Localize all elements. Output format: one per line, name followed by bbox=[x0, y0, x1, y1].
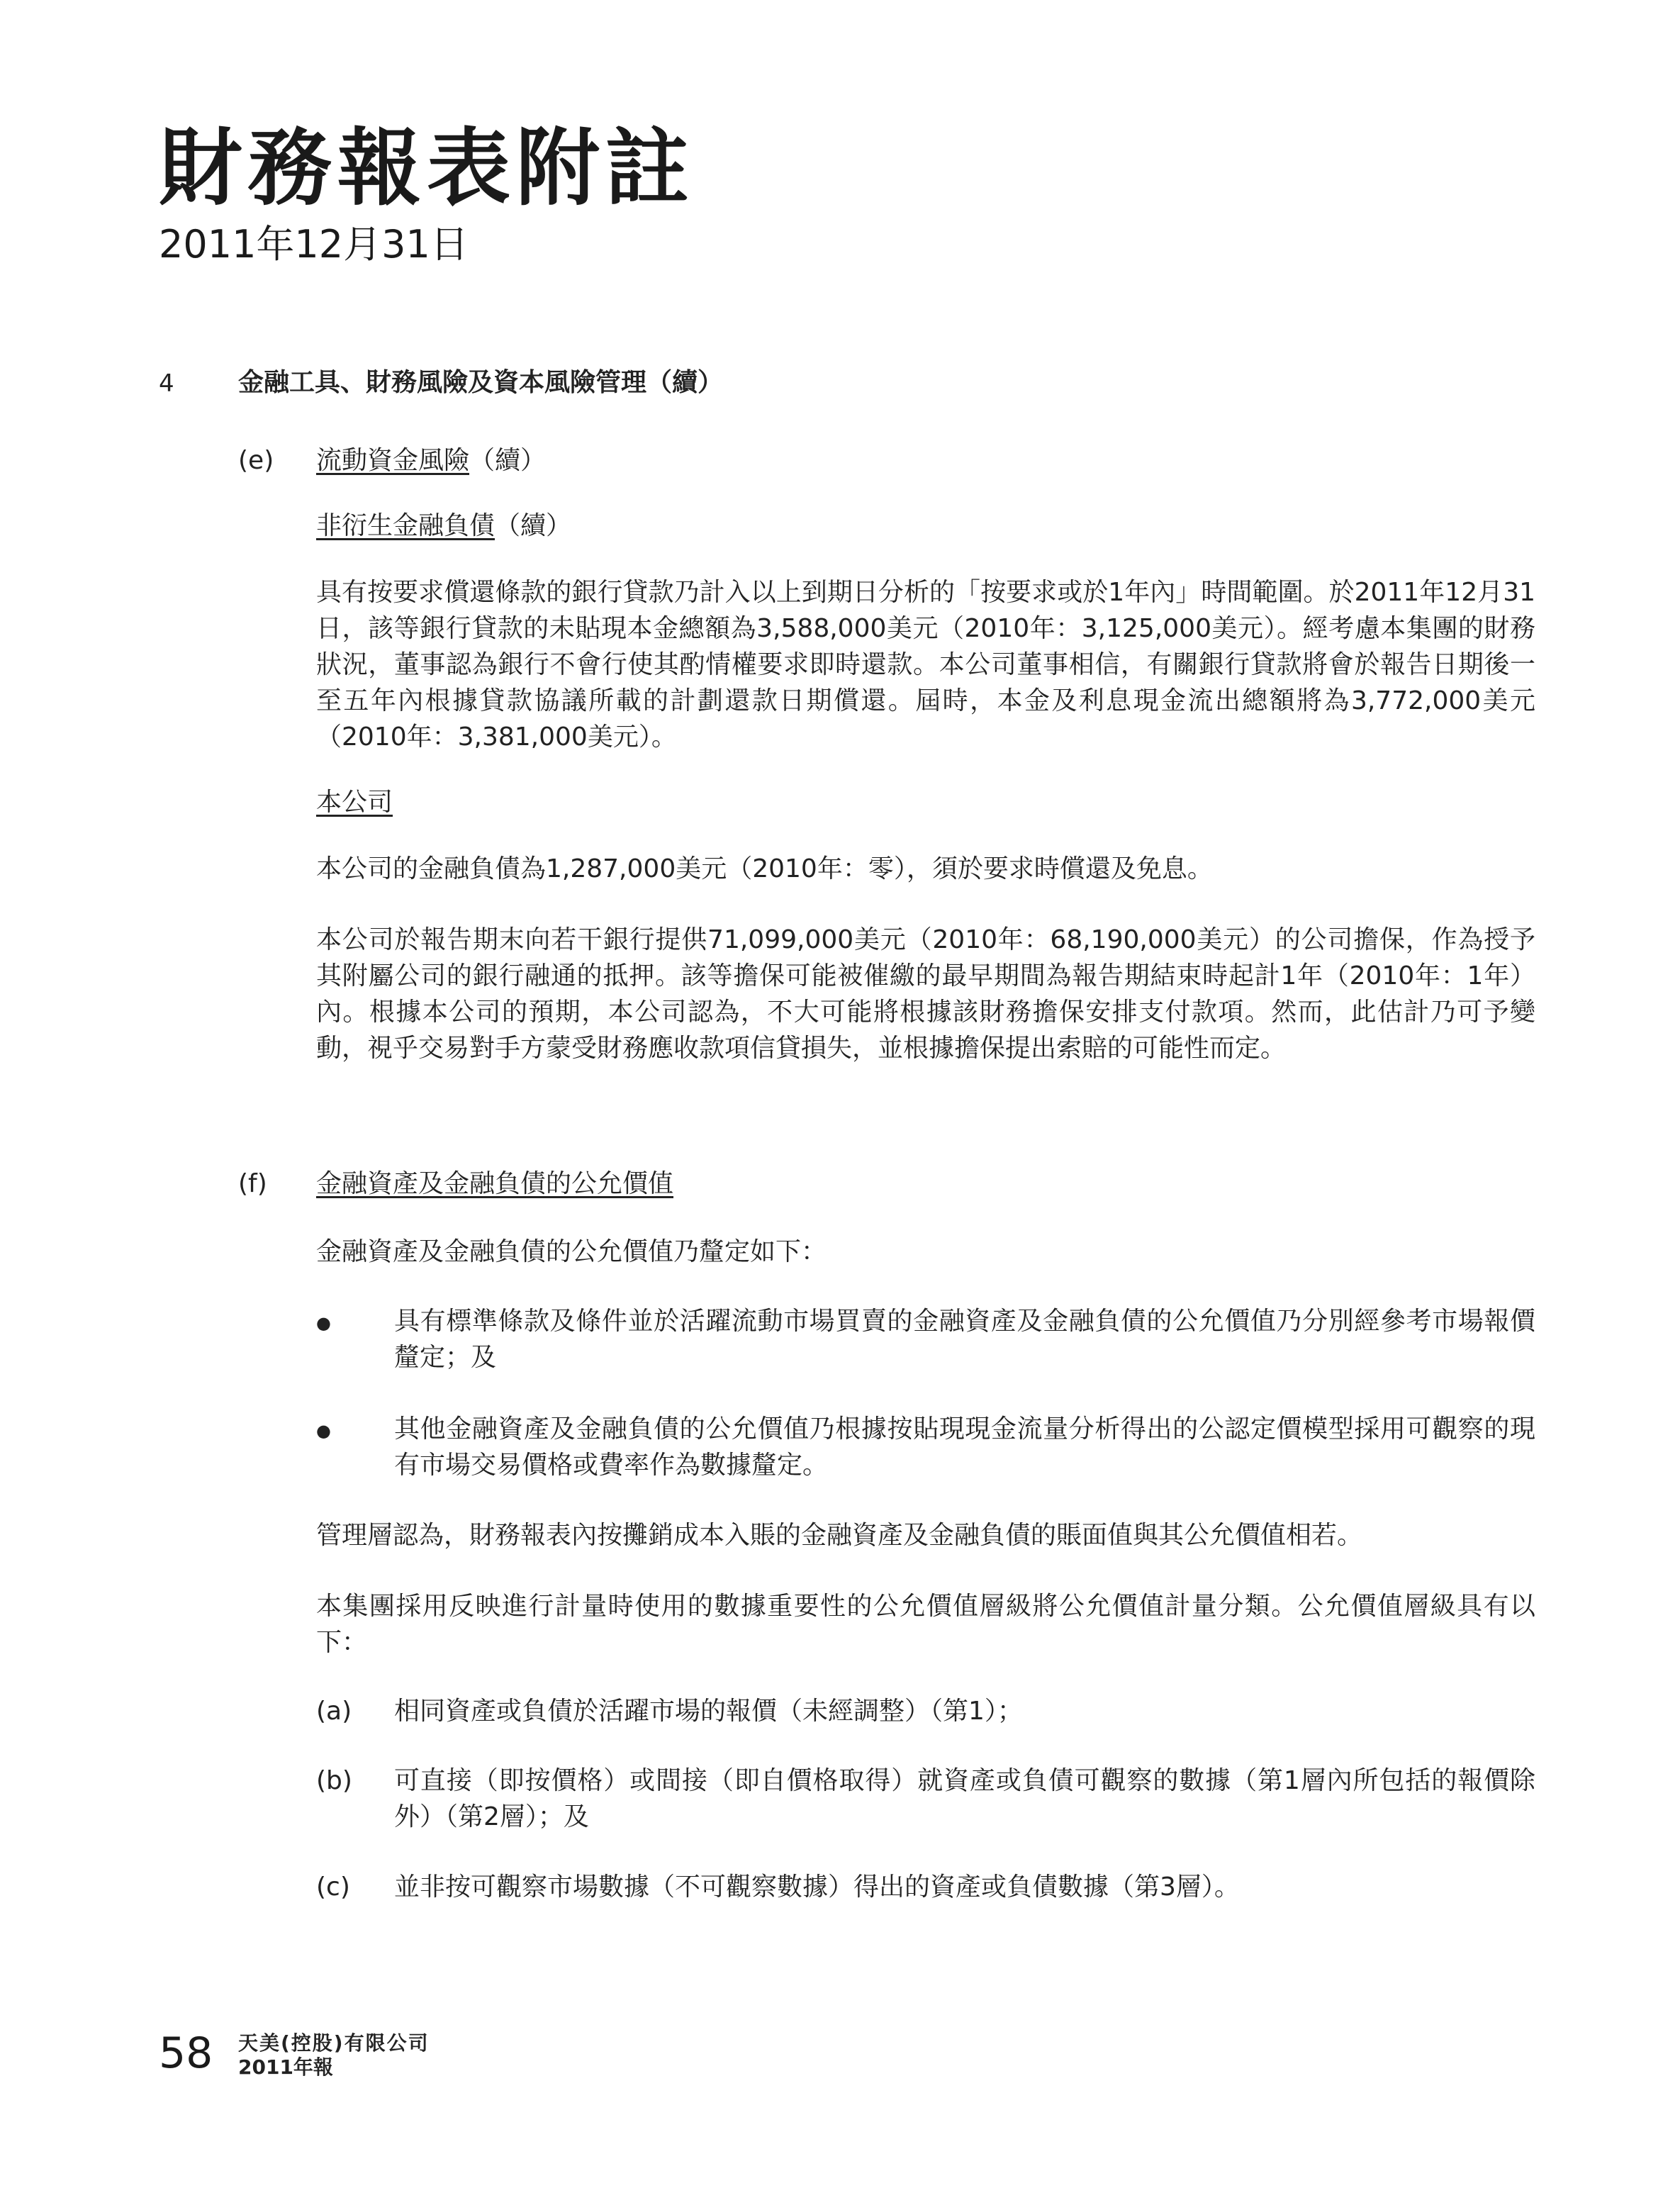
non-derivative-heading-suffix: （續） bbox=[495, 511, 572, 540]
liquidity-risk-suffix: （續） bbox=[469, 446, 547, 475]
bullet-dot-2: ● bbox=[316, 1421, 331, 1441]
annual-report-label: 2011年報 bbox=[238, 2055, 333, 2079]
company-name: 天美(控股)有限公司 bbox=[238, 2031, 430, 2055]
level-c-label: (c) bbox=[316, 1872, 350, 1902]
section-title: 金融工具、財務風險及資本風險管理（續） bbox=[238, 368, 724, 397]
company-guarantee-paragraph: 本公司於報告期末向若干銀行提供71,099,000美元（2010年：68,190,000美元）的公司擔保，作為授予其附屬公司的銀行融通的抵押。該等擔保可能被催繳的最早期間為報告期結束時起計1年（2010年：1年）內。根據本公司的預期，本公司認為，不大可能將根據該財務擔保安排支付款項。然而，此估計乃可予變動，視乎交易對手方蒙受財務應收款項信貸損失，並根據擔保提出索賠的可能性而定。 bbox=[316, 925, 1535, 1063]
company-heading bbox=[316, 790, 393, 815]
fair-value-intro: 金融資產及金融負債的公允價值乃釐定如下： bbox=[316, 1237, 827, 1266]
bullet-dot-1: ● bbox=[316, 1313, 331, 1333]
fair-value-heading-text: 金融資產及金融負債的公允價值 bbox=[316, 1169, 674, 1198]
page-date: 2011年12月31日 bbox=[159, 222, 469, 267]
bank-loans-paragraph: 具有按要求償還條款的銀行貸款乃計入以上到期日分析的「按要求或於1年內」時間範圍。於2011年12月31日，該等銀行貸款的未貼現本金總額為3,588,000美元（2010年：3,125,000美元）。經考慮本集團的財務狀況，董事認為銀行不會行使其酌情權要求即時還款。本公司董事相信，有關銀行貸款將會於報告日期後一至五年內根據貸款協議所載的計劃還款日期償還。屆時，本金及利息現金流出總額將為3,772,000美元（2010年：3,381,000美元）。 bbox=[316, 578, 1535, 752]
management-paragraph: 管理層認為，財務報表內按攤銷成本入賬的金融資產及金融負債的賬面值與其公允價值相若。 bbox=[316, 1521, 1363, 1550]
page-title: 財務報表附註 bbox=[159, 119, 695, 217]
level-b-label: (b) bbox=[316, 1766, 352, 1795]
non-derivative-heading-text: 非衍生金融負債 bbox=[316, 511, 495, 540]
level-b-text: 可直接（即按價格）或間接（即自價格取得）就資產或負債可觀察的數據（第1層內所包括的報價除外）（第2層）；及 bbox=[394, 1766, 1535, 1831]
subsection-e-label: (e) bbox=[238, 446, 274, 475]
company-heading-text: 本公司 bbox=[316, 788, 393, 817]
subsection-f-label: (f) bbox=[238, 1169, 267, 1198]
company-liabilities-paragraph: 本公司的金融負債為1,287,000美元（2010年：零），須於要求時償還及免息。 bbox=[316, 854, 1213, 883]
level-c-text: 並非按可觀察市場數據（不可觀察數據）得出的資產或負債數據（第3層）。 bbox=[394, 1872, 1240, 1902]
subsection-e-heading bbox=[316, 448, 546, 474]
page-number: 58 bbox=[159, 2028, 213, 2078]
bullet-item-1: 具有標準條款及條件並於活躍流動市場買賣的金融資產及金融負債的公允價值乃分別經參考市場報價釐定；及 bbox=[394, 1307, 1535, 1372]
hierarchy-paragraph: 本集團採用反映進行計量時使用的數據重要性的公允價值層級將公允價值計量分類。公允價值層級具有以下： bbox=[316, 1592, 1535, 1657]
non-derivative-heading bbox=[316, 513, 571, 539]
level-a-text: 相同資產或負債於活躍市場的報價（未經調整）（第1）； bbox=[394, 1697, 1023, 1726]
fair-value-heading bbox=[316, 1171, 673, 1197]
section-number: 4 bbox=[159, 369, 174, 398]
liquidity-risk-heading: 流動資金風險 bbox=[316, 446, 470, 475]
level-a-label: (a) bbox=[316, 1697, 352, 1726]
bullet-item-2: 其他金融資產及金融負債的公允價值乃根據按貼現現金流量分析得出的公認定價模型採用可觀察的現有市場交易價格或費率作為數據釐定。 bbox=[394, 1414, 1535, 1480]
